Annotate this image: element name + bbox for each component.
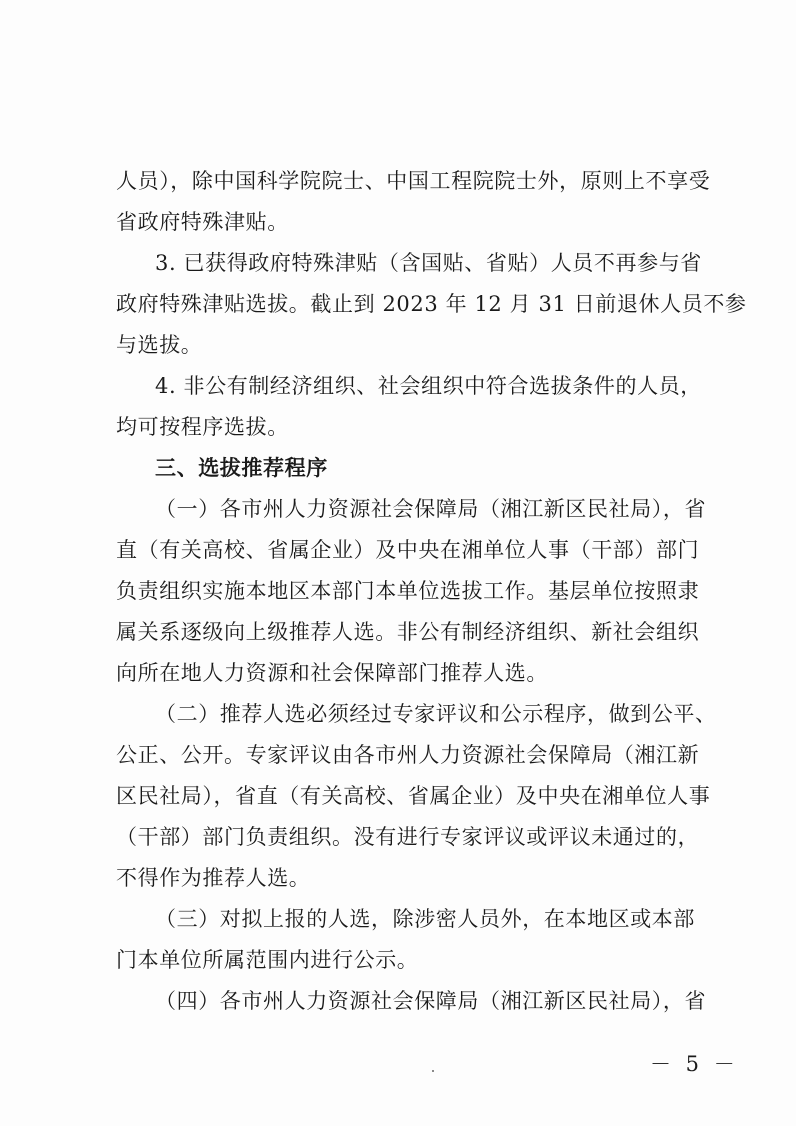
section-heading: 三、选拔推荐程序: [155, 456, 328, 480]
text-line: 向所在地人力资源和社会保障部门推荐人选。: [116, 661, 548, 685]
text-line: （四）各市州人力资源社会保障局（湘江新区民社局），省: [155, 989, 707, 1013]
text-line: （三）对拟上报的人选，除涉密人员外，在本地区或本部: [155, 907, 695, 931]
text-line: （二）推荐人选必须经过专家评议和公示程序，做到公平、: [155, 702, 717, 726]
text-line: 3. 已获得政府特殊津贴（含国贴、省贴）人员不再参与省: [155, 251, 702, 275]
text-line: 与选拔。: [116, 333, 203, 357]
text-line: 负责组织实施本地区本部门本单位选拔工作。基层单位按照隶: [116, 579, 700, 603]
text-line: 区民社局），省直（有关高校、省属企业）及中央在湘单位人事: [116, 784, 711, 808]
text-line: 属关系逐级向上级推荐人选。非公有制经济组织、新社会组织: [116, 620, 700, 644]
text-line: 不得作为推荐人选。: [116, 866, 311, 890]
text-line: 公正、公开。专家评议由各市州人力资源社会保障局（湘江新: [116, 743, 700, 767]
text-line: （干部）部门负责组织。没有进行专家评议或评议未通过的，: [116, 825, 700, 849]
text-line: 4. 非公有制经济组织、社会组织中符合选拔条件的人员，: [155, 374, 702, 398]
scan-speck: [432, 1070, 434, 1072]
page-number: － 5 －: [650, 1052, 739, 1076]
text-line: 直（有关高校、省属企业）及中央在湘单位人事（干部）部门: [116, 538, 700, 562]
text-line: 人员），除中国科学院院士、中国工程院院士外，原则上不享受: [116, 169, 711, 193]
text-line: 均可按程序选拔。: [116, 415, 289, 439]
text-line: （一）各市州人力资源社会保障局（湘江新区民社局），省: [155, 497, 707, 521]
text-line: 省政府特殊津贴。: [116, 210, 289, 234]
text-line: 政府特殊津贴选拔。截止到 2023 年 12 月 31 日前退休人员不参: [116, 292, 747, 316]
text-line: 门本单位所属范围内进行公示。: [116, 948, 419, 972]
